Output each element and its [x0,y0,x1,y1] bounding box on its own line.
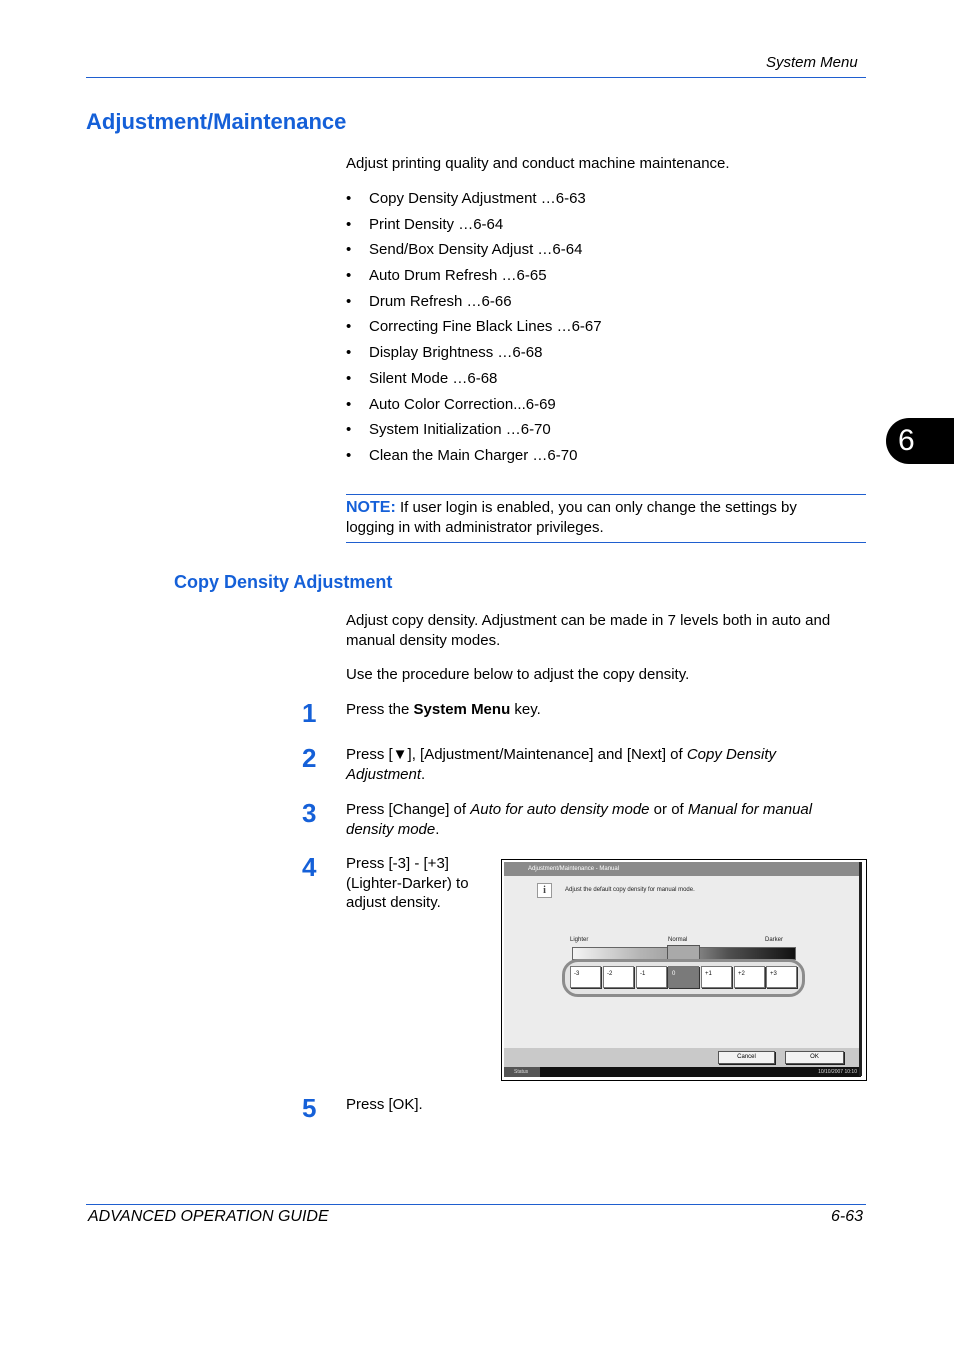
list-item: • Send/Box Density Adjust …6-64 [346,240,602,266]
list-item: • Silent Mode …6-68 [346,369,602,395]
screen-message: Adjust the default copy density for manual mode. [565,887,695,893]
topic-list [346,189,602,472]
option-name: Auto for auto density mode [470,801,650,818]
screen-footer [504,1048,861,1068]
list-item: • Auto Color Correction...6-69 [346,395,602,421]
panel-screenshot [501,859,867,1081]
step-text-part: or of [649,801,688,818]
status-button[interactable]: Status [504,1067,540,1077]
note-top-rule [346,494,866,495]
step-number: 1 [302,698,317,728]
note-label: NOTE: [346,499,396,516]
note-bottom-rule [346,542,866,543]
chapter-tab: 6 [886,418,954,464]
list-item: • System Initialization …6-70 [346,420,602,446]
ok-button[interactable]: OK [785,1051,844,1064]
step-number: 2 [302,743,317,773]
status-bar [504,1067,861,1077]
page-title: Adjustment/Maintenance [86,109,347,134]
option-name: Manual for manual density mode [346,801,813,838]
key-name: System Menu [413,701,511,718]
list-item: • Clean the Main Charger …6-70 [346,446,602,472]
level-button-minus-1[interactable]: -1 [636,966,667,988]
note-box [346,498,846,537]
intro-text: Adjust printing quality and conduct machine maintenance. [346,155,730,172]
level-button-plus-2[interactable]: +2 [734,966,765,988]
subsection-para-2: Use the procedure below to adjust the copy density. [346,666,690,683]
page-number: 6-63 [830,1208,863,1225]
step-number: 4 [302,852,317,882]
note-text: If user login is enabled, you can only change the settings by logging in with administrator privileges. [346,499,797,536]
footer-rule [86,1204,866,1205]
screen-scrollbar [859,862,862,1076]
guide-title: ADVANCED OPERATION GUIDE [88,1208,329,1225]
darker-label: Darker [765,937,784,943]
step-text [346,700,541,720]
step-text [346,800,856,839]
step-text: Press [-3] - [+3] (Lighter-Darker) to adjust density. [346,855,469,911]
step-text-part: Press the [346,701,414,718]
list-item: • Correcting Fine Black Lines …6-67 [346,317,602,343]
level-button-plus-3[interactable]: +3 [766,966,797,988]
datetime: 10/10/2007 10:10 [818,1069,857,1075]
list-item: • Drum Refresh …6-66 [346,292,602,318]
list-item: • Auto Drum Refresh …6-65 [346,266,602,292]
step-number: 3 [302,798,317,828]
list-item: • Print Density …6-64 [346,215,602,241]
screen-title: Adjustment/Maintenance - Manual [504,862,861,876]
subsection-para-1: Adjust copy density. Adjustment can be made in 7 levels both in auto and manual density modes. [346,612,831,649]
step-text [346,745,846,784]
level-button-0[interactable]: 0 [668,966,699,988]
step-text-part: Press [▼], [Adjustment/Maintenance] and [Next] of [346,746,687,763]
header-rule [86,77,866,78]
step-text-part: . [435,820,440,838]
list-item: • Display Brightness …6-68 [346,343,602,369]
lighter-label: Lighter [570,937,589,943]
menu-name: Copy Density Adjustment [346,746,777,783]
subsection-title: Copy Density Adjustment [174,572,393,592]
density-level-group [562,959,805,997]
step-text-part: . [421,765,426,783]
list-item: • Copy Density Adjustment …6-63 [346,189,602,215]
step-text-part: Press [Change] of [346,801,471,818]
level-button-minus-3[interactable]: -3 [570,966,601,988]
level-button-plus-1[interactable]: +1 [701,966,732,988]
step-text: Press [OK]. [346,1096,423,1113]
cancel-button[interactable]: Cancel [718,1051,775,1064]
step-text-part: key. [510,701,541,718]
level-button-minus-2[interactable]: -2 [603,966,634,988]
running-header: System Menu [766,54,858,71]
step-number: 5 [302,1093,317,1123]
screen-body [504,862,861,1076]
normal-label: Normal [668,937,688,943]
info-icon: i [537,883,552,898]
